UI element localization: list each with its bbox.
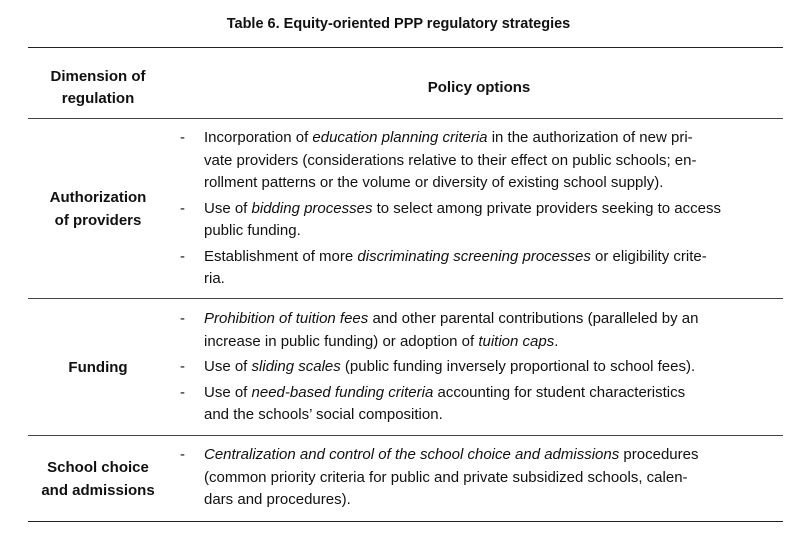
list-item bbox=[176, 356, 782, 379]
italic-term: need-based funding criteria bbox=[251, 383, 434, 401]
text-segment: Use of bbox=[204, 358, 252, 375]
row-dimension-school-choice bbox=[28, 457, 168, 502]
bullet-dash: - bbox=[180, 199, 185, 217]
text-segment: or eligibility crite- bbox=[590, 247, 707, 265]
list-item-text bbox=[204, 382, 774, 427]
list-item-text bbox=[204, 246, 774, 291]
text-line bbox=[204, 467, 774, 490]
text-segment: Incorporation of bbox=[204, 129, 313, 146]
text-line bbox=[204, 444, 774, 467]
text-segment: ria. bbox=[204, 270, 225, 287]
row-options-authorization bbox=[176, 127, 782, 294]
text-segment: (public funding inversely proportional to school fees). bbox=[340, 358, 696, 375]
row-options-funding bbox=[176, 308, 782, 430]
header-dimension bbox=[28, 66, 168, 110]
table-title: Table 6. Equity-oriented PPP regulatory strategies bbox=[226, 16, 571, 32]
italic-term: education planning criteria bbox=[312, 129, 488, 146]
dimension-line: of providers bbox=[54, 211, 142, 229]
top-rule bbox=[28, 47, 783, 48]
text-line bbox=[204, 220, 774, 243]
bottom-rule bbox=[28, 521, 783, 522]
italic-term: bidding processes bbox=[251, 199, 373, 217]
row-options-school-choice bbox=[176, 444, 782, 515]
text-segment: Establishment of more bbox=[204, 247, 358, 265]
list-item bbox=[176, 198, 782, 243]
bullet-dash: - bbox=[180, 247, 185, 265]
list-item-text bbox=[204, 198, 774, 243]
row-dimension-authorization bbox=[28, 187, 168, 232]
row-dimension-funding bbox=[28, 357, 168, 380]
list-item bbox=[176, 246, 782, 291]
dimension-line: and admissions bbox=[41, 481, 155, 499]
text-line bbox=[204, 331, 774, 354]
text-segment: to select among private providers seeking to access bbox=[372, 199, 721, 217]
list-item bbox=[176, 127, 782, 195]
bullet-dash: - bbox=[180, 383, 185, 401]
italic-term: sliding scales bbox=[251, 358, 341, 375]
bullet-dash: - bbox=[180, 446, 185, 463]
bullet-dash: - bbox=[180, 310, 185, 327]
text-line bbox=[204, 246, 774, 269]
text-segment: procedures bbox=[619, 446, 699, 463]
text-line bbox=[204, 356, 774, 379]
text-line bbox=[204, 150, 774, 173]
dimension-line: Funding bbox=[68, 359, 128, 376]
italic-term: Centralization and control of the school choice and admissions bbox=[204, 446, 620, 463]
text-segment: and other parental contributions (paralleled by an bbox=[368, 310, 699, 327]
row-rule bbox=[28, 298, 783, 299]
text-line bbox=[204, 382, 774, 405]
text-segment: Use of bbox=[204, 199, 252, 217]
italic-term: discriminating screening processes bbox=[357, 247, 591, 265]
text-line bbox=[204, 308, 774, 331]
list-item bbox=[176, 308, 782, 353]
text-segment: public funding. bbox=[204, 222, 301, 239]
bullet-dash: - bbox=[180, 358, 185, 375]
italic-term: Prohibition of tuition fees bbox=[204, 310, 369, 327]
text-line bbox=[204, 489, 774, 512]
bullet-dash: - bbox=[180, 129, 185, 146]
text-segment: vate providers (considerations relative to their effect on public schools; en- bbox=[204, 151, 697, 169]
text-segment: dars and procedures). bbox=[204, 491, 351, 508]
header-dimension-line: Dimension of bbox=[50, 68, 146, 85]
text-line bbox=[204, 127, 774, 150]
text-segment: increase in public funding) or adoption of bbox=[204, 332, 479, 350]
list-item-text bbox=[204, 356, 774, 379]
text-segment: in the authorization of new pri- bbox=[487, 129, 693, 146]
text-line bbox=[204, 268, 774, 291]
header-policy-options: Policy options bbox=[427, 79, 531, 96]
row-rule bbox=[28, 435, 783, 436]
italic-term: tuition caps bbox=[478, 332, 555, 350]
text-segment: and the schools’ social composition. bbox=[204, 406, 443, 423]
list-item-text bbox=[204, 127, 774, 195]
text-segment: accounting for student characteristics bbox=[433, 383, 686, 401]
list-item-text bbox=[204, 308, 774, 353]
text-line bbox=[204, 404, 774, 427]
list-item bbox=[176, 382, 782, 427]
list-item bbox=[176, 444, 782, 512]
text-segment: (common priority criteria for public and private subsidized schools, calen- bbox=[204, 468, 688, 486]
header-rule bbox=[28, 118, 783, 119]
dimension-line: School choice bbox=[47, 459, 149, 476]
dimension-line: Authorization bbox=[49, 189, 147, 206]
text-line bbox=[204, 172, 774, 195]
list-item-text bbox=[204, 444, 774, 512]
text-line bbox=[204, 198, 774, 221]
text-segment: Use of bbox=[204, 383, 252, 401]
text-segment: rollment patterns or the volume or diversity of existing school supply). bbox=[204, 174, 664, 191]
text-segment: . bbox=[554, 332, 559, 350]
header-dimension-line: regulation bbox=[61, 90, 135, 107]
